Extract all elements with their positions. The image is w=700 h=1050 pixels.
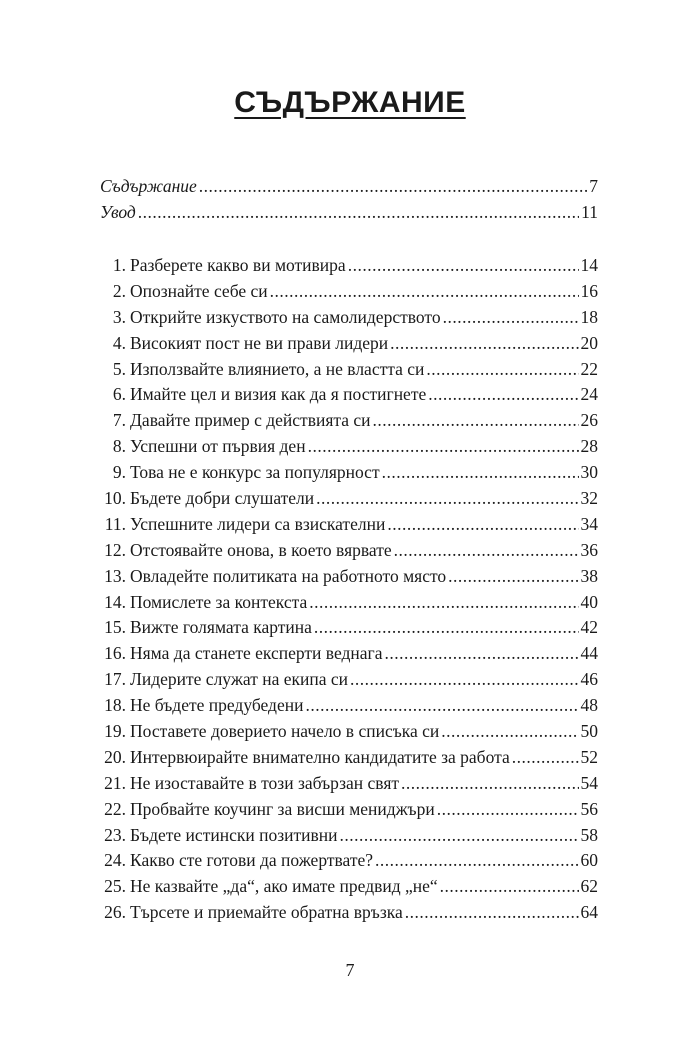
toc-entry-label: Открийте изкуството на самолидерството [130, 306, 441, 327]
toc-entry-number: 26. [104, 902, 126, 923]
dot-leader [375, 850, 578, 871]
dot-leader [309, 592, 578, 613]
dot-leader [270, 281, 579, 302]
toc-entry-number: 17. [104, 669, 126, 690]
toc-entry[interactable] [100, 540, 598, 566]
toc-entry-page: 16 [580, 280, 598, 301]
toc-entry-page: 34 [580, 513, 598, 534]
toc-entry-number: 1. [112, 255, 126, 275]
toc-entry-page: 26 [580, 410, 598, 431]
toc-entry-number: 15. [104, 617, 126, 638]
dot-leader [390, 333, 578, 354]
toc-entry-page: 52 [580, 746, 598, 767]
dot-leader [512, 747, 579, 768]
toc-entry-label: Лидерите служат на екипа си [130, 669, 349, 690]
toc-entry-label: Съдържание [100, 176, 197, 196]
toc-chapter-list [100, 255, 598, 928]
toc-entry[interactable] [100, 359, 598, 385]
toc-entry-page: 54 [580, 772, 598, 793]
toc-entry-number: 9. [112, 462, 126, 483]
toc-entry-number: 12. [104, 539, 126, 560]
toc-entry-label: Това не е конкурс за популярност [130, 462, 380, 483]
toc-entry-label: Не казвайте „да“, ако имате предвид „не“ [130, 876, 438, 897]
toc-entry[interactable] [100, 514, 598, 540]
dot-leader [387, 514, 578, 535]
dot-leader [308, 436, 579, 457]
toc-entry[interactable] [100, 281, 598, 307]
toc-entry-label: Поставете доверието начело в списъка си [130, 721, 440, 742]
dot-leader [138, 202, 579, 223]
toc-entry[interactable] [100, 617, 598, 643]
toc-entry-label: Успешните лидери са взискателни [130, 513, 386, 534]
toc-entry-page: 7 [589, 176, 598, 196]
dot-leader [428, 384, 578, 405]
toc-entry-page: 48 [580, 695, 598, 716]
dot-leader [314, 617, 579, 638]
toc-entry-page: 30 [580, 462, 598, 483]
dot-leader [405, 902, 579, 923]
dot-leader [305, 695, 578, 716]
toc-entry[interactable] [100, 902, 598, 928]
toc-entry-number: 20. [104, 746, 126, 767]
toc-entry-number: 6. [112, 384, 126, 405]
toc-entry-label: Бъдете истински позитивни [130, 824, 338, 845]
toc-entry-page: 44 [580, 643, 598, 664]
dot-leader [401, 773, 578, 794]
toc-entry-page: 42 [580, 617, 598, 638]
toc-entry-label: Високият пост не ви прави лидери [130, 332, 389, 353]
toc-entry-page: 38 [580, 565, 598, 586]
toc-entry-page: 24 [580, 384, 598, 405]
toc-entry-page: 22 [580, 358, 598, 379]
toc-entry-label: Интервюирайте внимателно кандидатите за работа [130, 746, 510, 767]
toc-entry-page: 56 [580, 798, 598, 819]
toc-entry[interactable] [100, 643, 598, 669]
toc-entry-page: 28 [580, 436, 598, 457]
toc-entry[interactable] [100, 176, 598, 202]
toc-entry-number: 21. [104, 772, 126, 793]
toc-entry-page: 36 [580, 539, 598, 560]
toc-entry-page: 14 [580, 255, 598, 275]
toc-entry-number: 18. [104, 695, 126, 716]
toc-entry[interactable] [100, 747, 598, 773]
toc-entry[interactable] [100, 850, 598, 876]
toc-entry[interactable] [100, 695, 598, 721]
dot-leader [373, 410, 579, 431]
toc-entry-label: Не изоставайте в този забързан свят [130, 772, 400, 793]
toc-entry-label: Успешни от първия ден [130, 436, 306, 457]
toc-entry-number: 16. [104, 643, 126, 664]
toc-entry-label: Имайте цел и визия как да я постигнете [130, 384, 427, 405]
toc-entry-number: 3. [112, 306, 126, 327]
dot-leader [339, 825, 578, 846]
toc-entry-page: 62 [580, 876, 598, 897]
toc-entry-label: Използвайте влиянието, а не властта си [130, 358, 425, 379]
toc-entry[interactable] [100, 488, 598, 514]
dot-leader [350, 669, 578, 690]
toc-entry-number: 4. [112, 332, 126, 353]
page-number: 7 [345, 960, 355, 980]
toc-entry-number: 14. [104, 591, 126, 612]
dot-leader [394, 540, 579, 561]
toc-entry-page: 46 [580, 669, 598, 690]
toc-entry[interactable] [100, 773, 598, 799]
dot-leader [199, 176, 587, 197]
toc-entry-label: Не бъдете предубедени [130, 695, 304, 716]
toc-entry-page: 60 [580, 850, 598, 871]
toc-entry-label: Пробвайте коучинг за висши мениджъри [130, 798, 435, 819]
toc-entry-label: Вижте голямата картина [130, 617, 312, 638]
toc-entry-page: 11 [581, 201, 598, 222]
toc-entry-label: Опознайте себе си [130, 280, 268, 301]
toc-entry[interactable] [100, 410, 598, 436]
toc-entry[interactable] [100, 721, 598, 747]
toc-entry-page: 40 [580, 591, 598, 612]
toc-entry-number: 13. [104, 565, 126, 586]
page-title: СЪДЪРЖАНИЕ [234, 86, 466, 119]
toc-entry-page: 32 [580, 488, 598, 509]
dot-leader [382, 462, 579, 483]
toc-entry-number: 11. [104, 513, 126, 534]
toc-entry-number: 7. [112, 410, 126, 431]
toc-entry[interactable] [100, 669, 598, 695]
toc-entry-number: 25. [104, 876, 126, 897]
dot-leader [384, 643, 578, 664]
toc-entry-number: 2. [112, 280, 126, 301]
toc-entry-label: Помислете за контекста [130, 591, 308, 612]
toc-entry[interactable] [100, 566, 598, 592]
toc-entry[interactable] [100, 799, 598, 825]
toc-entry-number: 23. [104, 824, 126, 845]
dot-leader [441, 721, 578, 742]
toc-entry-label: Какво сте готови да пожертвате? [130, 850, 374, 871]
toc-entry[interactable] [100, 876, 598, 902]
toc-entry[interactable] [100, 202, 598, 228]
toc-entry[interactable] [100, 255, 598, 281]
toc-entry[interactable] [100, 462, 598, 488]
dot-leader [316, 488, 578, 509]
toc-entry-number: 5. [112, 358, 126, 379]
dot-leader [348, 255, 579, 276]
toc-entry-label: Бъдете добри слушатели [130, 488, 315, 509]
toc-entry[interactable] [100, 436, 598, 462]
toc-entry[interactable] [100, 307, 598, 333]
toc-entry-label: Овладейте политиката на работното място [130, 565, 447, 586]
toc-entry-page: 18 [580, 306, 598, 327]
toc-entry-label: Давайте пример с действията си [130, 410, 371, 431]
dot-leader [448, 566, 578, 587]
toc-entry-label: Разберете какво ви мотивира [130, 255, 346, 275]
dot-leader [426, 359, 578, 380]
toc-entry-label: Увод [100, 201, 136, 222]
toc-entry-number: 24. [104, 850, 126, 871]
toc-entry[interactable] [100, 384, 598, 410]
toc-entry-page: 20 [580, 332, 598, 353]
toc-entry[interactable] [100, 825, 598, 851]
toc-entry[interactable] [100, 333, 598, 359]
toc-entry[interactable] [100, 592, 598, 618]
toc-entry-label: Отстоявайте онова, в което вярвате [130, 539, 392, 560]
toc-entry-label: Търсете и приемайте обратна връзка [130, 902, 403, 923]
dot-leader [443, 307, 579, 328]
dot-leader [437, 799, 579, 820]
toc-entry-page: 64 [580, 902, 598, 923]
toc-entry-number: 22. [104, 798, 126, 819]
toc-entry-page: 50 [580, 721, 598, 742]
toc-entry-page: 58 [580, 824, 598, 845]
toc-entry-label: Няма да станете експерти веднага [130, 643, 383, 664]
toc-entry-number: 19. [104, 721, 126, 742]
dot-leader [440, 876, 579, 897]
toc-intro-list [100, 176, 598, 228]
toc-entry-number: 10. [104, 488, 126, 509]
toc-entry-number: 8. [112, 436, 126, 457]
